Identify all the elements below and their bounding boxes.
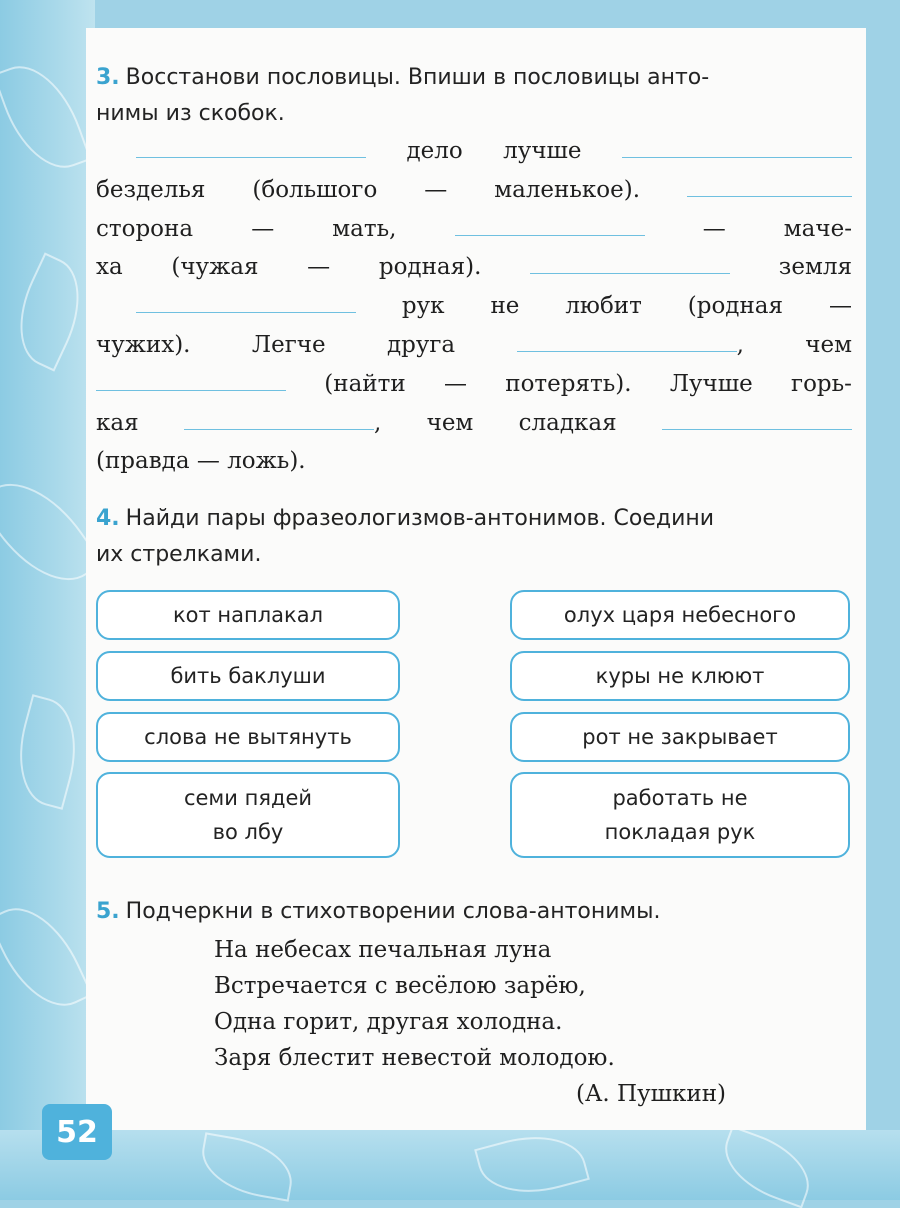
phrase-box-right[interactable]: рот не закрывает	[510, 712, 850, 762]
task-3-number: 3.	[96, 65, 120, 90]
poem-line[interactable]: На небесах печальная луна	[214, 937, 552, 963]
answer-blank[interactable]	[622, 137, 852, 158]
answer-blank[interactable]	[662, 409, 852, 430]
poem-line[interactable]: Заря блестит невестой молодою.	[214, 1045, 615, 1071]
decorative-border-left	[0, 0, 95, 1200]
answer-blank[interactable]	[517, 331, 737, 352]
answer-blank[interactable]	[687, 176, 852, 197]
phraseology-matching	[96, 590, 852, 860]
answer-blank[interactable]	[184, 409, 374, 430]
answer-blank[interactable]	[136, 137, 366, 158]
poem-author: (А. Пушкин)	[576, 1081, 726, 1107]
phrase-box-left[interactable]: кот наплакал	[96, 590, 400, 640]
task-3-instruction: 3. Восстанови пословицы. Впиши в пословицы анто- нимы из скобок.	[96, 65, 710, 126]
task-4-instruction: 4. Найди пары фразеологизмов-антонимов. Соедини их стрелками.	[96, 506, 715, 568]
task-5-instruction: 5. Подчеркни в стихотворении слова-антонимы.	[96, 899, 661, 924]
poem-line[interactable]: Встречается с весёлою зарёю,	[214, 973, 586, 999]
phrase-box-left[interactable]: семи пядей во лбу	[96, 772, 400, 858]
phrase-box-right[interactable]: работать не покладая рук	[510, 772, 850, 858]
poem	[214, 932, 852, 1112]
task-5	[96, 894, 852, 1112]
answer-blank[interactable]	[455, 215, 645, 236]
answer-blank[interactable]	[136, 292, 356, 313]
task-5-number: 5.	[96, 899, 120, 924]
proverbs-text: дело лучше безделья (большого — маленькое). сторона — мать, — маче- ха (чужая — родная). земля рук не любит (родная — чужих). Легче друга , чем (найти — потерять). Лучше горь- кая , чем сладкая (правда — ложь).	[96, 138, 852, 475]
task-4-number: 4.	[96, 506, 120, 532]
poem-line[interactable]: Одна горит, другая холодна.	[214, 1009, 563, 1035]
phrase-box-left[interactable]: слова не вытянуть	[96, 712, 400, 762]
task-3	[96, 60, 852, 573]
page-number: 52	[42, 1104, 112, 1160]
answer-blank[interactable]	[96, 370, 286, 391]
answer-blank[interactable]	[530, 253, 730, 274]
phrase-box-right[interactable]: куры не клюют	[510, 651, 850, 701]
phrase-box-left[interactable]: бить баклуши	[96, 651, 400, 701]
phrase-box-right[interactable]: олух царя небесного	[510, 590, 850, 640]
